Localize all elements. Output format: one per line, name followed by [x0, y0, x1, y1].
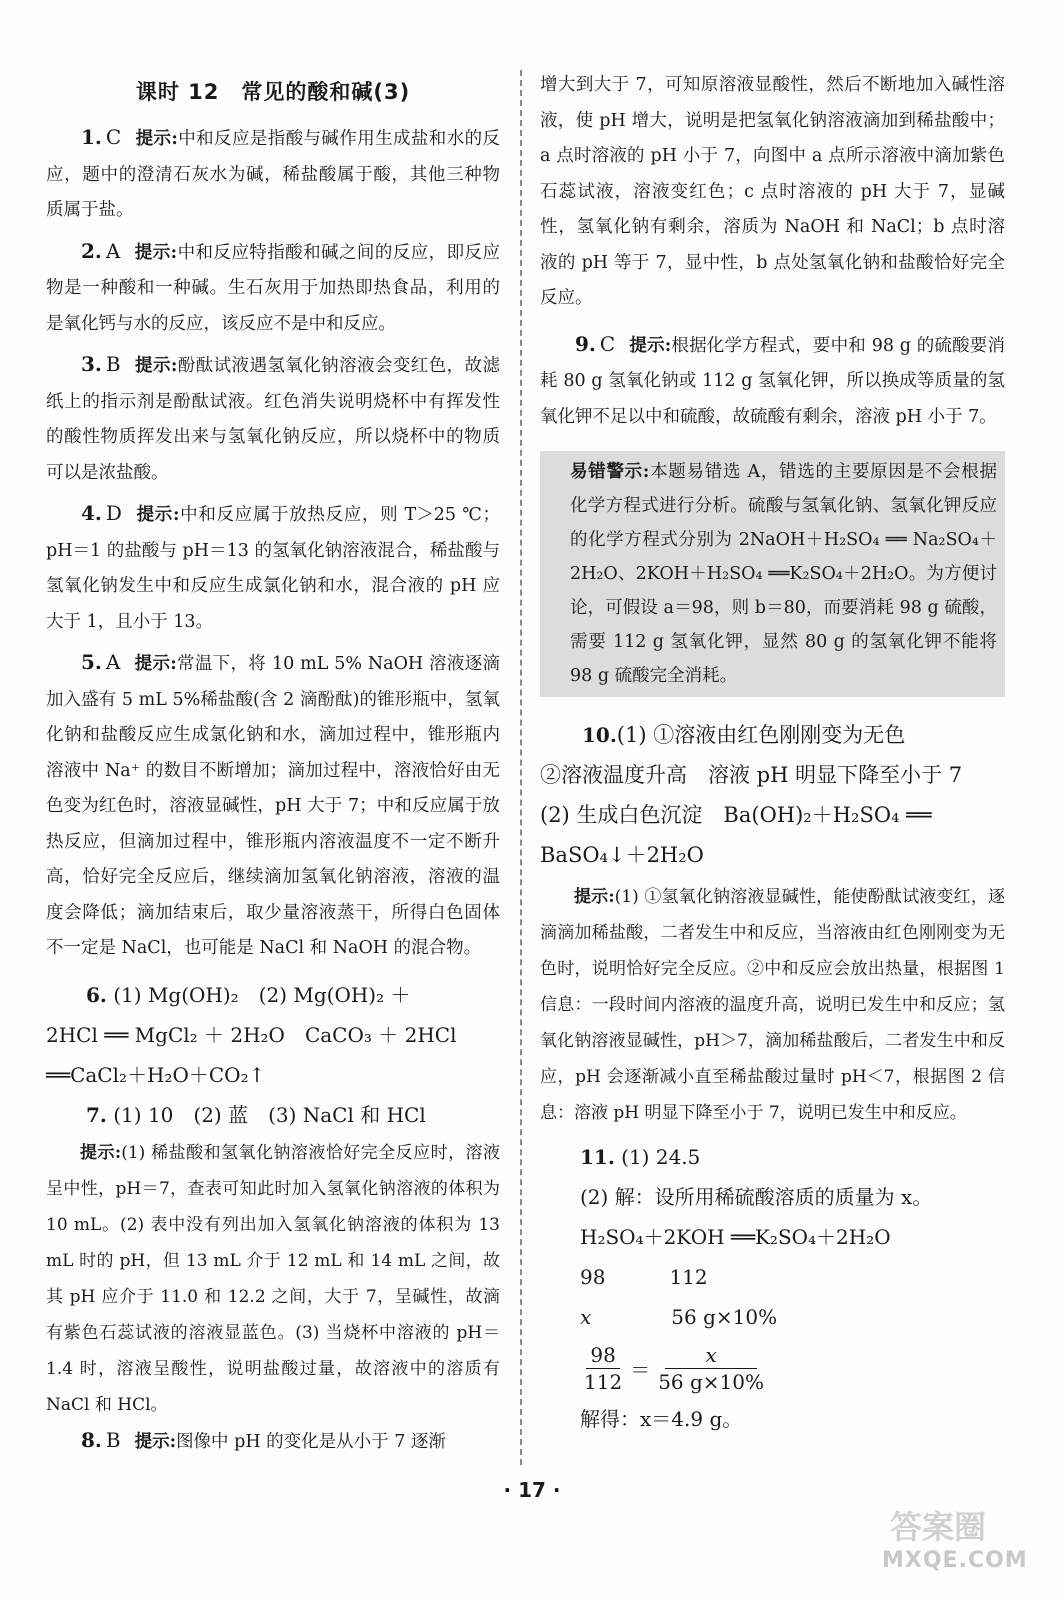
left-column	[46, 62, 500, 1460]
chemical-equation: H₂SO₄＋2KOH ══K₂SO₄＋2H₂O	[580, 1225, 891, 1249]
error-warning-box: 易错警示:本题易错选 A，错选的主要原因是不会根据化学方程式进行分析。硫酸与氢氧化钠、氢氧化钾反应的化学方程式分别为 2NaOH＋H₂SO₄ ══ Na₂SO₄＋2H₂O、2KOH＋H₂SO₄ ══K₂SO₄＋2H₂O。为方便讨论，可假设 a＝98，则 b＝80，而要消耗 98 g 硫酸，需要 112 g 氢氧化钾，显然 80 g 的氢氧化钾不能将 98 g 硫酸完全消耗。	[540, 451, 1005, 697]
question-3: 3. B 提示:酚酞试液遇氢氧化钠溶液会变红色，故滤纸上的指示剂是酚酞试液。红色消失说明烧杯中有挥发性的酸性物质挥发出来与氢氧化钠反应，所以烧杯中的物质可以是浓盐酸。	[46, 352, 501, 483]
watermark-url: MXQE.COM	[882, 1548, 1028, 1573]
question-5: 5. A 提示:常温下，将 10 mL 5% NaOH 溶液逐滴加入盛有 5 mL 5%稀盐酸(含 2 滴酚酞)的锥形瓶中，氢氧化钠和盐酸反应生成氯化钠和水，滴加过程中，锥形瓶内溶液中 Na⁺ 的数目不断增加；滴加过程中，溶液恰好由无色变为红色时，溶液显碱性，pH 大于 7；中和反应属于放热反应，但滴加过程中，锥形瓶内溶液温度不一定不断升高，恰好完全反应后，继续滴加氢氧化钠溶液，溶液的温度会降低；滴加结束后，取少量溶液蒸干，所得白色固体不一定是 NaCl，也可能是 NaCl 和 NaOH 的混合物。	[46, 650, 500, 958]
question-1: 1. C 提示:中和反应是指酸与碱作用生成盐和水的反应，题中的澄清石灰水为碱，稀盐酸属于酸，其他三种物质属于盐。	[46, 125, 500, 220]
watermark-logo	[842, 1502, 1042, 1592]
question-2: 2. A 提示:中和反应特指酸和碱之间的反应，即反应物是一种酸和一种碱。生石灰用于加热即热食品，利用的是氧化钙与水的反应，该反应不是中和反应。	[46, 238, 500, 334]
ratio-fraction: $\frac{98}{112}$ ＝ $\frac{x}{56 g\times 10\%}$	[584, 1342, 765, 1394]
question-8-continued: 增大到大于 7，可知原溶液显酸性，然后不断地加入碱性溶液，使 pH 增大，说明是把氢氧化钠溶液滴加到稀盐酸中；a 点时溶液的 pH 小于 7，向图中 a 点所示溶液中滴加紫色石蕊试液，溶液变红色；c 点时溶液的 pH 大于 7，显碱性，氢氧化钠有剩余，溶质为 NaOH 和 NaCl；b 点时溶液的 pH 等于 7，显中性，b 点处氢氧化钠和盐酸恰好完全反应。	[540, 75, 1005, 308]
question-7: 7. (1) 10 (2) 蓝 (3) NaCl 和 HCl 提示:(1) 稀盐酸和氢氧化钠溶液恰好完全反应时，溶液呈中性，pH＝7，查表可知此时加入氢氧化钠溶液的体积为 10 mL。(2) 表中没有列出加入氢氧化钠溶液的体积为 13 mL 时的 pH，但 13 mL 介于 12 mL 和 14 mL 之间，故其 pH 应介于 11.0 和 12.2 之间，大于 7，呈碱性，故滴有紫色石蕊试液的溶液显蓝色。(3) 当烧杯中溶液的 pH＝1.4 时，溶液呈酸性，说明盐酸过量，故溶液中的溶质有 NaCl 和 HCl。	[46, 1102, 501, 1415]
question-6: 6. (1) Mg(OH)₂ (2) Mg(OH)₂ ＋ 2HCl ══ MgCl₂ ＋ 2H₂O CaCO₃ ＋ 2HCl ══CaCl₂＋H₂O＋CO₂↑	[46, 982, 457, 1087]
watermark-text: 答案圈	[890, 1508, 987, 1546]
page-number: · 17 ·	[503, 1478, 561, 1502]
question-9: 9. C 提示:根据化学方程式，要中和 98 g 的硫酸要消耗 80 g 氢氧化钠或 112 g 氢氧化钾，所以换成等质量的氢氧化钾不足以中和硫酸，故硫酸有剩余，溶液 pH 小于 7。	[540, 331, 1005, 427]
question-8: 8. B 提示:图像中 pH 的变化是从小于 7 逐渐	[81, 1427, 446, 1452]
column-divider	[520, 70, 522, 1465]
right-column	[540, 68, 1005, 1439]
question-4: 4. D 提示:中和反应属于放热反应，则 T＞25 ℃；pH＝1 的盐酸与 pH＝13 的氢氧化钠溶液混合，稀盐酸与氢氧化钠发生中和反应生成氯化钠和水，混合液的 pH 应大于 1，且小于 13。	[46, 501, 500, 632]
lesson-title: 课时 12 常见的酸和碱(3)	[135, 80, 411, 104]
question-10: 10.(1) ①溶液由红色刚刚变为无色 ②溶液温度升高 溶液 pH 明显下降至小于 7 (2) 生成白色沉淀 Ba(OH)₂＋H₂SO₄ ══ BaSO₄↓＋2H₂O 提示:(1) ①氢氧化钠溶液显碱性，能使酚酞试液变红，逐滴滴加稀盐酸，二者发生中和反应，当溶液由红色刚刚变为无色时，说明恰好完全反应。②中和反应会放出热量，根据图 1 信息：一段时间内溶液的温度升高，说明已发生中和反应；氢氧化钠溶液显碱性，pH＞7，滴加稀盐酸后，二者发生中和反应，pH 会逐渐减小直至稀盐酸过量时 pH＜7，根据图 2 信息：溶液 pH 明显下降至小于 7，说明已发生中和反应。	[540, 723, 1006, 1123]
question-11: 11. (1) 24.5 (2) 解：设所用稀硫酸溶质的质量为 x。 H₂SO₄＋2KOH ══K₂SO₄＋2H₂O 98 112 x 56 g×10% $\frac{98}{112}$ ＝ $\frac{x}{56 g\times 10\%}$ 解得：x＝4.9 g。	[540, 1137, 1005, 1439]
